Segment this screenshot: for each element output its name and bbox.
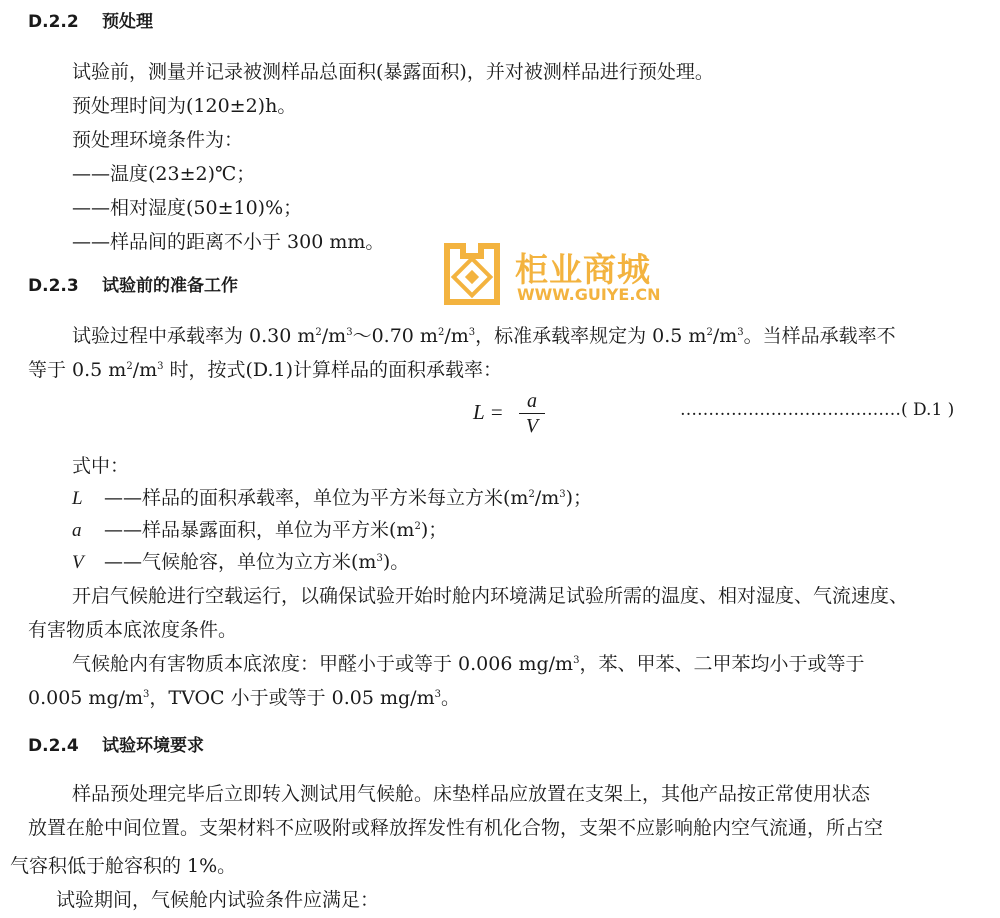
list-item: ——温度(23±2)℃； [72,163,256,185]
formula-denominator: V [525,415,539,437]
paragraph: 开启气候舱进行空载运行，以确保试验开始时舱内环境满足试验所需的温度、相对湿度、气流速度、 [72,585,909,607]
list-item: ——相对湿度(50±10)%； [72,197,303,219]
section-number: D.2.3 [28,276,79,296]
paragraph: 试验过程中承载率为 0.30 $m^2/m^3\sim 0.70$ $m^2/m^3$，标准承载率规定为 0.5 $m^2/m^3$。当样品承载率不 [72,325,896,347]
definition-item: a ——样品暴露面积，单位为平方米$(m^2)$； [72,519,448,541]
section-heading-d23 [28,274,238,298]
section-number: D.2.4 [28,736,79,756]
paragraph: 试验期间，气候舱内试验条件应满足： [56,889,380,911]
paragraph: 气候舱内有害物质本底浓度：甲醛小于或等于 0.006 $mg/m^3$，苯、甲苯、二甲苯均小于或等于 [72,653,865,675]
watermark-url: WWW.GUIYE.CN [517,285,661,304]
fraction-bar [519,413,545,414]
formula-lhs: L = [473,400,504,424]
section-number: D.2.2 [28,12,79,32]
definition-item: L ——样品的面积承载率，单位为平方米每立方米$(m^2/m^3)$； [72,487,593,509]
formula-fraction [519,390,545,437]
shop-logo-icon [443,242,501,306]
paragraph: 0.005 $mg/m^3$，TVOC 小于或等于 0.05 $mg/m^3$。 [28,687,460,709]
section-title: 试验前的准备工作 [102,276,238,296]
paragraph: 样品预处理完毕后立即转入测试用气候舱。床垫样品应放置在支架上，其他产品按正常使用状态 [72,783,871,805]
watermark-title: 柜业商城 [515,250,651,289]
where-label: 式中： [72,455,130,477]
formula-numerator: a [527,390,537,412]
paragraph: 试验前，测量并记录被测样品总面积(暴露面积)，并对被测样品进行预处理。 [72,61,714,83]
section-heading-d24 [28,734,204,758]
paragraph: 预处理时间为(120±2)h。 [72,95,297,117]
paragraph: 预处理环境条件为： [72,129,244,151]
section-heading-d22 [28,10,153,34]
definition-item: V ——气候舱容，单位为立方米$(m^3)$。 [72,551,410,573]
paragraph: 气容积低于舱容积的 1%。 [10,855,237,877]
equation-number: …………………………………( D.1 ) [680,400,955,420]
paragraph: 放置在舱中间位置。支架材料不应吸附或释放挥发性有机化合物，支架不应影响舱内空气流通，所占空 [28,817,884,839]
list-item: ——样品间的距离不小于 300 mm。 [72,231,385,253]
paragraph: 有害物质本底浓度条件。 [28,619,238,641]
section-title: 预处理 [102,12,153,32]
paragraph: 等于 0.5 $m^2/m^3$ 时，按式(D.1)计算样品的面积承载率： [28,359,503,381]
section-title: 试验环境要求 [102,736,204,756]
